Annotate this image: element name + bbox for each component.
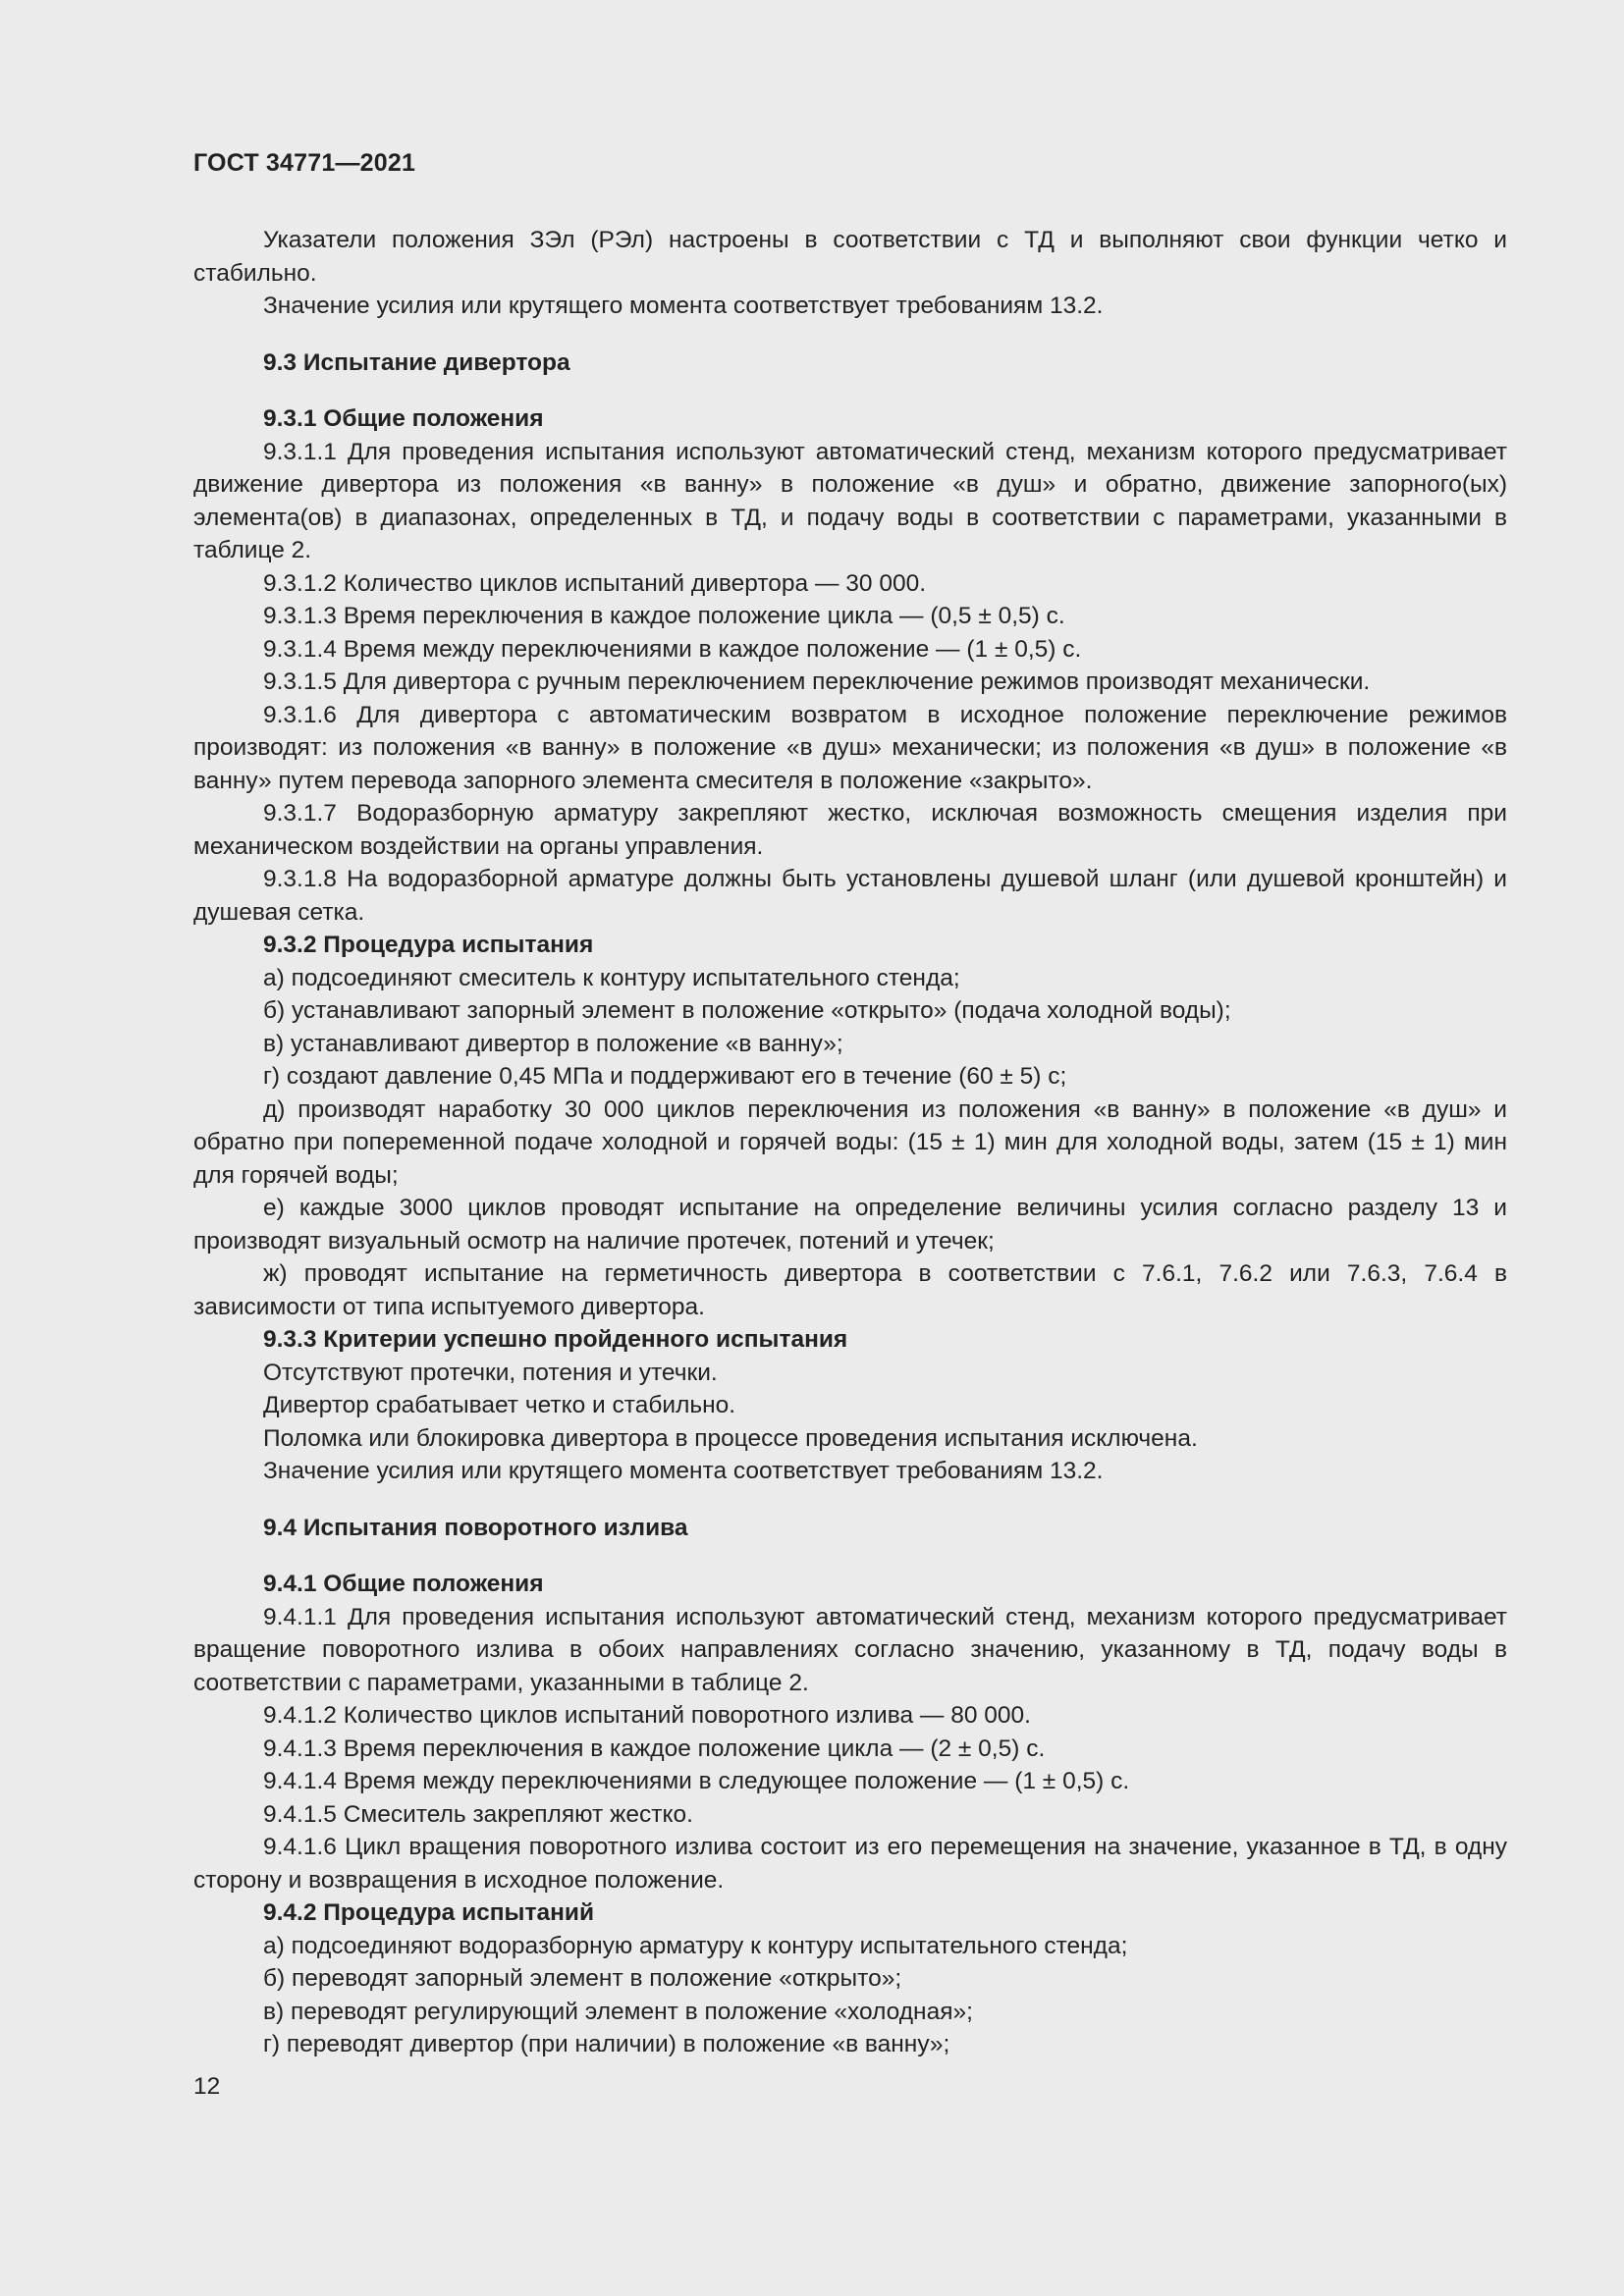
paragraph: Указатели положения ЗЭл (РЭл) настроены в соответствии с ТД и выполняют свои функции четко и стабильно. — [193, 227, 1507, 287]
page-number: 12 — [193, 2073, 221, 2100]
clause: 9.4.1.6 Цикл вращения поворотного излива состоит из его перемещения на значение, указанное в ТД, в одну сторону и возвращения в исходное положение. — [193, 1834, 1507, 1894]
clause: 9.3.1.2 Количество циклов испытаний дивертора — 30 000. — [263, 569, 927, 597]
clause: 9.3.1.1 Для проведения испытания используют автоматический стенд, механизм которого предусматривает движение дивертора из положения «в ванну» в положение «в душ» и обратно, движение запорного(ых) элемента(ов) в диапазонах, определенных в ТД, и подачу воды в соответствии с параметрами, указанными в таблице 2. — [193, 438, 1507, 563]
criteria-line: Поломка или блокировка дивертора в процессе проведения испытания исключена. — [263, 1424, 1198, 1452]
clause: 9.4.1.3 Время переключения в каждое положение цикла — (2 ± 0,5) с. — [263, 1735, 1046, 1762]
clause: 9.4.1.2 Количество циклов испытаний поворотного излива — 80 000. — [263, 1702, 1031, 1729]
clause: 9.3.1.5 Для дивертора с ручным переключением переключение режимов производят механически. — [263, 668, 1371, 695]
clause: 9.4.1.5 Смеситель закрепляют жестко. — [263, 1800, 693, 1828]
subsection-heading: 9.3.3 Критерии успешно пройденного испытания — [263, 1326, 848, 1353]
criteria-line: Значение усилия или крутящего момента соответствует требованиям 13.2. — [263, 1458, 1104, 1484]
document-header: ГОСТ 34771—2021 — [193, 149, 416, 177]
paragraph: Значение усилия или крутящего момента соответствует требованиям 13.2. — [263, 293, 1104, 319]
section-heading: 9.3 Испытание дивертора — [263, 348, 570, 376]
criteria-line: Отсутствуют протечки, потения и утечки. — [263, 1359, 718, 1386]
subsection-heading: 9.4.2 Процедура испытаний — [263, 1899, 595, 1926]
clause: 9.4.1.1 Для проведения испытания используют автоматический стенд, механизм которого предусматривает вращение поворотного излива в обоих направлениях согласно значению, указанному в ТД, подачу воды в соответствии с параметрами, указанными в таблице 2. — [193, 1603, 1507, 1696]
list-item: г) переводят дивертор (при наличии) в положение «в ванну»; — [263, 2031, 950, 2057]
list-item: б) устанавливают запорный элемент в положение «открыто» (подача холодной воды); — [263, 997, 1231, 1024]
document-body — [193, 224, 1507, 2061]
list-item: а) подсоединяют смеситель к контуру испытательного стенда; — [263, 964, 960, 991]
clause: 9.3.1.8 На водоразборной арматуре должны быть установлены душевой шланг (или душевой кронштейн) и душевая сетка. — [193, 866, 1507, 926]
clause: 9.3.1.7 Водоразборную арматуру закрепляют жестко, исключая возможность смещения изделия при механическом воздействии на органы управления. — [193, 800, 1507, 860]
list-item: б) переводят запорный элемент в положение «открыто»; — [263, 1965, 902, 1992]
clause: 9.3.1.4 Время между переключениями в каждое положение — (1 ± 0,5) с. — [263, 635, 1082, 663]
list-item: д) производят наработку 30 000 циклов переключения из положения «в ванну» в положение «в душ» и обратно при попеременной подаче холодной и горячей воды: (15 ± 1) мин для холодной воды, затем (15 ± 1) мин для горячей воды; — [193, 1095, 1507, 1189]
list-item: ж) проводят испытание на герметичность дивертора в соответствии с 7.6.1, 7.6.2 или 7.6.3, 7.6.4 в зависимости от типа испытуемого дивертора. — [193, 1260, 1507, 1320]
criteria-line: Дивертор срабатывает четко и стабильно. — [263, 1392, 736, 1418]
section-heading: 9.4 Испытания поворотного излива — [263, 1514, 688, 1541]
clause: 9.3.1.3 Время переключения в каждое положение цикла — (0,5 ± 0,5) с. — [263, 603, 1065, 629]
list-item: е) каждые 3000 циклов проводят испытание на определение величины усилия согласно разделу 13 и производят визуальный осмотр на наличие протечек, потений и утечек; — [193, 1195, 1507, 1255]
clause: 9.3.1.6 Для дивертора с автоматическим возвратом в исходное положение переключение режимов производят: из положения «в ванну» в положение «в душ» механически; из положения «в душ» в положение «в ванну» путем перевода запорного элемента смесителя в положение «закрыто». — [193, 701, 1507, 794]
clause: 9.4.1.4 Время между переключениями в следующее положение — (1 ± 0,5) с. — [263, 1768, 1130, 1794]
subsection-heading: 9.4.1 Общие положения — [263, 1571, 544, 1597]
list-item: в) устанавливают дивертор в положение «в ванну»; — [263, 1030, 843, 1057]
list-item: в) переводят регулирующий элемент в положение «холодная»; — [263, 1998, 973, 2025]
list-item: а) подсоединяют водоразборную арматуру к контуру испытательного стенда; — [263, 1932, 1128, 1959]
list-item: г) создают давление 0,45 МПа и поддерживают его в течение (60 ± 5) с; — [263, 1063, 1067, 1090]
subsection-heading: 9.3.1 Общие положения — [263, 405, 544, 432]
subsection-heading: 9.3.2 Процедура испытания — [263, 932, 594, 958]
